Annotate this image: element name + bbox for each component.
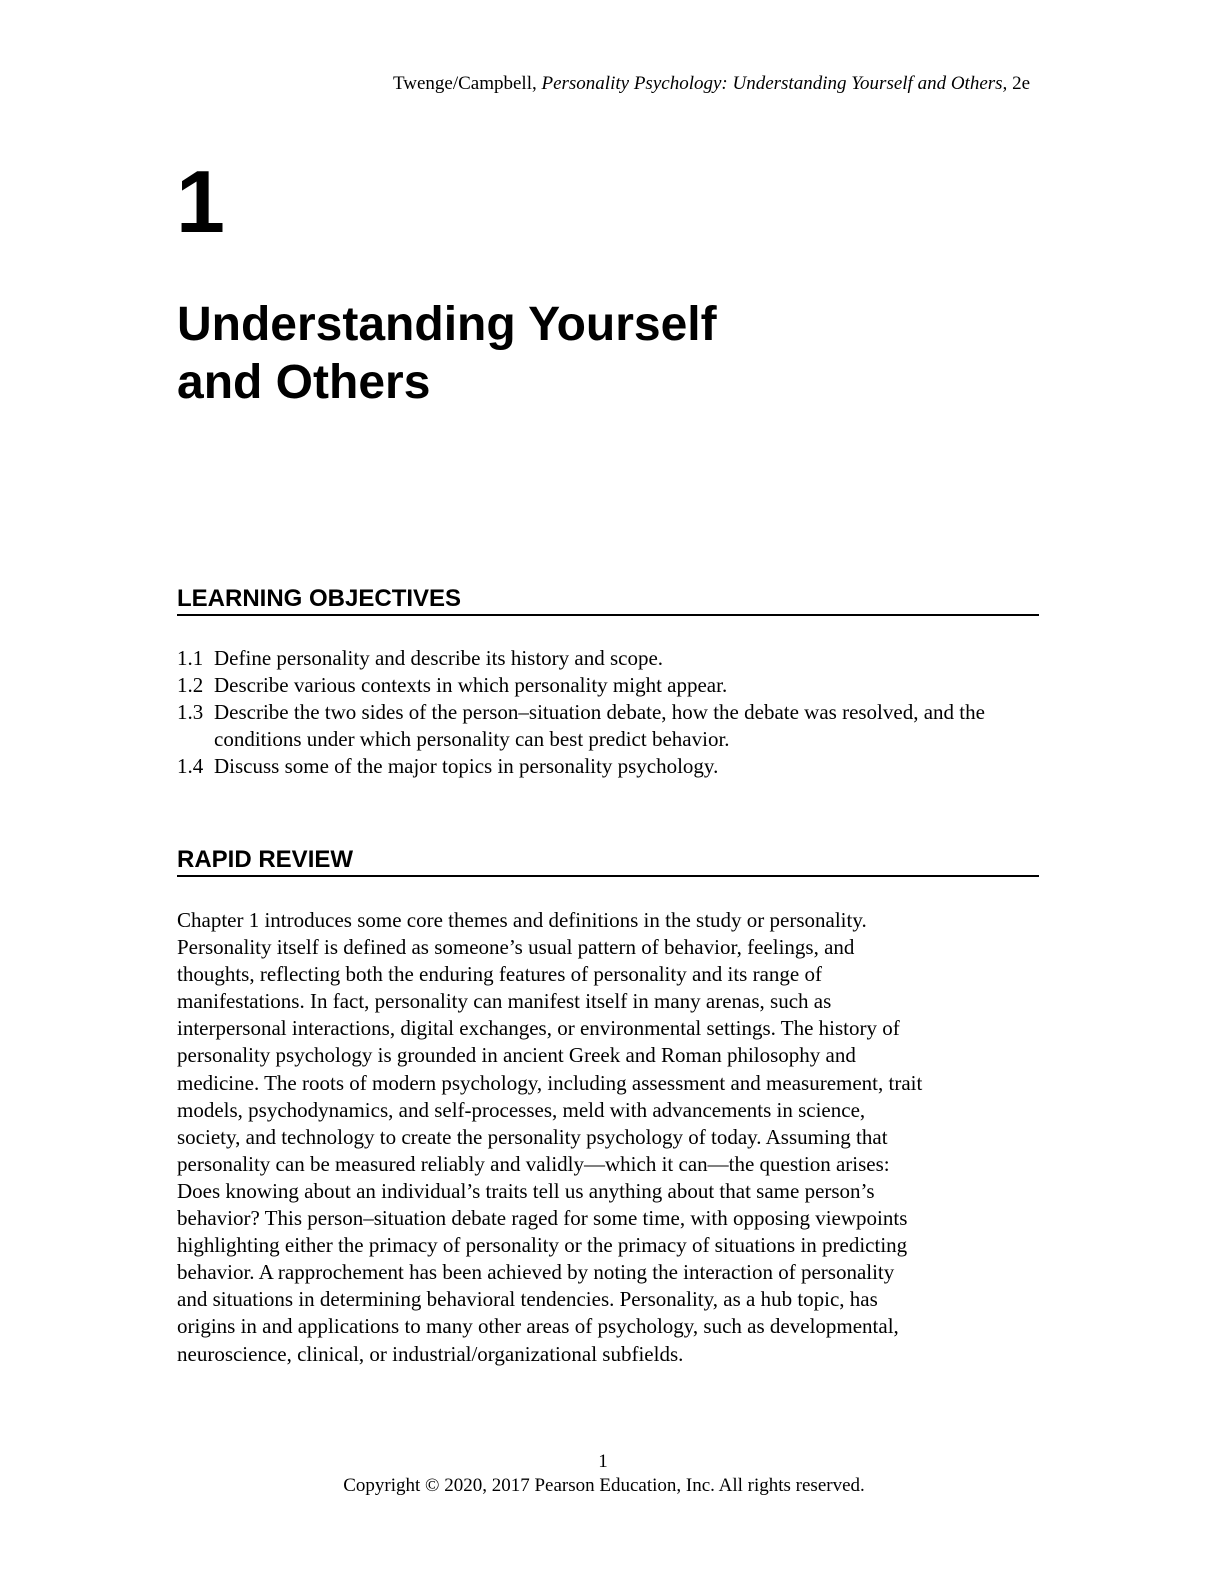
objective-text: Define personality and describe its history and scope. xyxy=(214,646,664,670)
paragraph-line: neuroscience, clinical, or industrial/organizational subfields. xyxy=(177,1341,684,1366)
paragraph-line: personality can be measured reliably and validly—which it can—the question arises: xyxy=(177,1151,890,1176)
copyright-row xyxy=(0,1475,1224,1497)
objective-text: Describe various contexts in which personality might appear. xyxy=(214,673,728,697)
paragraph-line: society, and technology to create the personality psychology of today. Assuming that xyxy=(177,1124,888,1149)
header-edition: 2e xyxy=(1012,73,1030,94)
learning-objectives-heading: LEARNING OBJECTIVES xyxy=(177,584,1039,616)
objective-item xyxy=(177,645,1037,672)
paragraph-line: Does knowing about an individual’s traits tell us anything about that same person’s xyxy=(177,1178,875,1203)
rapid-review-heading: RAPID REVIEW xyxy=(177,845,1039,877)
objective-text: Discuss some of the major topics in personality psychology. xyxy=(214,754,719,778)
chapter-title-line-1: Understanding Yourself xyxy=(177,298,717,351)
paragraph-line: and situations in determining behavioral tendencies. Personality, as a hub topic, has xyxy=(177,1287,878,1312)
paragraph-line: behavior. A rapprochement has been achieved by noting the interaction of personality xyxy=(177,1260,895,1285)
objective-item xyxy=(177,753,1037,780)
paragraph-line: models, psychodynamics, and self-processes, meld with advancements in science, xyxy=(177,1097,866,1122)
paragraph-line: origins in and applications to many other areas of psychology, such as developmental, xyxy=(177,1314,899,1339)
header-book-title: Personality Psychology: Understanding Yourself and Others, xyxy=(541,73,1008,94)
paragraph-line: behavior? This person–situation debate raged for some time, with opposing viewpoints xyxy=(177,1206,908,1231)
page-number: 1 xyxy=(598,1451,608,1472)
paragraph-line: Personality itself is defined as someone’s usual pattern of behavior, feelings, and xyxy=(177,935,855,960)
paragraph-line: manifestations. In fact, personality can manifest itself in many arenas, such as xyxy=(177,989,832,1014)
chapter-title-line-2: and Others xyxy=(177,356,431,409)
learning-objectives-list xyxy=(177,645,1037,780)
objective-item xyxy=(177,699,1024,753)
rapid-review-paragraph xyxy=(177,907,1057,1368)
chapter-title xyxy=(177,296,877,412)
paragraph-line: medicine. The roots of modern psychology, including assessment and measurement, trait xyxy=(177,1070,923,1095)
objective-number: 1.4 xyxy=(177,754,204,778)
objective-number: 1.3 xyxy=(177,700,204,724)
chapter-number: 1 xyxy=(176,152,225,251)
objective-item xyxy=(177,672,1037,699)
paragraph-line: highlighting either the primacy of personality or the primacy of situations in predicting xyxy=(177,1233,908,1258)
running-header xyxy=(393,72,1030,96)
objective-text: Describe the two sides of the person–situation debate, how the debate was resolved, and the conditions under which personality can best predict behavior. xyxy=(214,700,985,751)
objective-number: 1.1 xyxy=(177,646,204,670)
paragraph-line: interpersonal interactions, digital exchanges, or environmental settings. The history of xyxy=(177,1016,900,1041)
objective-number: 1.2 xyxy=(177,673,204,697)
paragraph-line: personality psychology is grounded in ancient Greek and Roman philosophy and xyxy=(177,1043,856,1068)
page-number-row xyxy=(0,1451,1224,1473)
paragraph-line: thoughts, reflecting both the enduring features of personality and its range of xyxy=(177,962,822,987)
header-authors: Twenge/Campbell, xyxy=(392,73,537,94)
paragraph-line: Chapter 1 introduces some core themes and definitions in the study or personality. xyxy=(177,908,867,932)
copyright-notice: Copyright © 2020, 2017 Pearson Education, Inc. All rights reserved. xyxy=(343,1475,865,1496)
